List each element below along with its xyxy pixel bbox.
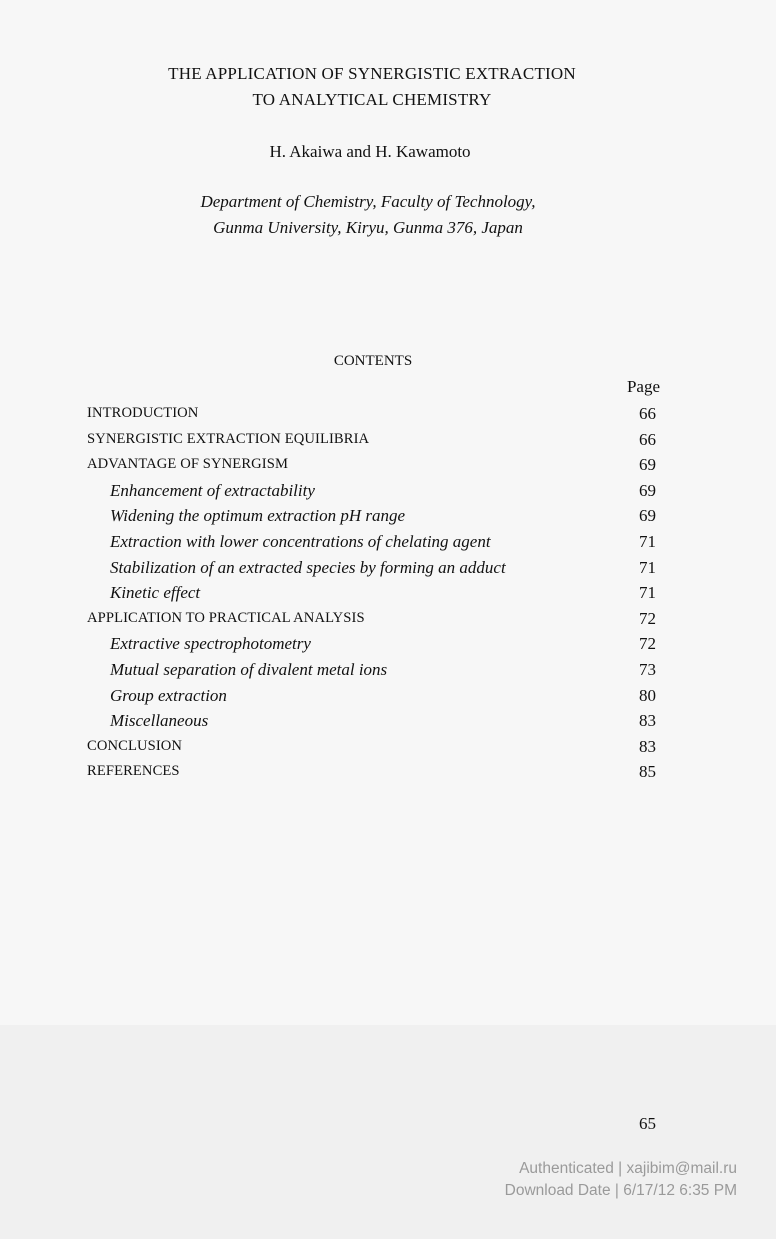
toc-entry-label: Enhancement of extractability	[110, 480, 315, 500]
toc-entry-label: CONCLUSION	[87, 737, 183, 754]
toc-subentry	[0, 631, 776, 657]
toc-entry-label: INTRODUCTION	[87, 405, 199, 421]
table-of-contents	[0, 401, 776, 785]
toc-entry-label: Group extraction	[110, 685, 227, 705]
toc-subentry	[0, 529, 776, 555]
toc-entry-label: Widening the optimum extraction pH range	[110, 506, 406, 526]
toc-entry-page: 83	[639, 711, 656, 731]
toc-entry-page: 85	[639, 762, 656, 782]
toc-entry-label: Miscellaneous	[110, 711, 209, 731]
toc-subentry	[0, 683, 776, 709]
toc-entry-page: 69	[639, 480, 656, 500]
authors: H. Akaiwa and H. Kawamoto	[269, 142, 471, 161]
affiliation-line-1: Department of Chemistry, Faculty of Technology,	[200, 192, 536, 211]
toc-entry-page: 66	[639, 429, 656, 449]
toc-subentry	[0, 708, 776, 734]
toc-entry-page: 71	[639, 557, 656, 577]
toc-subentry	[0, 503, 776, 529]
toc-entry-label: Kinetic effect	[110, 583, 201, 603]
toc-entry-label: Extraction with lower concentrations of chelating agent	[110, 531, 491, 551]
toc-entry	[0, 452, 776, 478]
toc-entry-label: Extractive spectrophotometry	[110, 634, 311, 654]
toc-entry-label: APPLICATION TO PRACTICAL ANALYSIS	[87, 609, 365, 626]
toc-subentry	[0, 580, 776, 606]
toc-entry-page: 69	[639, 506, 656, 526]
toc-entry-page: 66	[639, 404, 656, 423]
toc-entry-page: 72	[639, 634, 656, 654]
toc-entry-page: 80	[639, 685, 656, 705]
toc-entry-label: Mutual separation of divalent metal ions	[110, 659, 388, 679]
page-column-label: Page	[626, 377, 660, 396]
toc-subentry	[0, 478, 776, 504]
toc-entry-page: 71	[639, 531, 656, 551]
toc-subentry	[0, 657, 776, 683]
watermark-line-2: Download Date | 6/17/12 6:35 PM	[504, 1182, 737, 1199]
toc-subentry	[0, 555, 776, 581]
toc-entry-page: 71	[639, 583, 656, 603]
toc-entry-label: REFERENCES	[87, 763, 180, 780]
affiliation-line-2: Gunma University, Kiryu, Gunma 376, Japan	[213, 218, 523, 237]
title-line-2: TO ANALYTICAL CHEMISTRY	[252, 90, 492, 109]
toc-entry	[0, 734, 776, 760]
toc-entry-page: 72	[639, 608, 656, 628]
toc-entry-page: 83	[639, 736, 656, 756]
title-line-1: THE APPLICATION OF SYNERGISTIC EXTRACTION	[168, 64, 576, 83]
watermark-line-1: Authenticated | xajibim@mail.ru	[519, 1160, 737, 1177]
toc-entry	[0, 759, 776, 785]
toc-entry-label: SYNERGISTIC EXTRACTION EQUILIBRIA	[87, 430, 370, 447]
toc-entry	[0, 401, 776, 427]
toc-entry-page: 69	[639, 455, 656, 475]
contents-heading: CONTENTS	[333, 353, 413, 369]
toc-entry-label: Stabilization of an extracted species by forming an adduct	[110, 557, 506, 577]
page-number: 65	[639, 1114, 656, 1133]
toc-entry-label: ADVANTAGE OF SYNERGISM	[87, 456, 289, 473]
toc-entry	[0, 606, 776, 632]
toc-entry	[0, 427, 776, 453]
toc-entry-page: 73	[639, 659, 656, 679]
